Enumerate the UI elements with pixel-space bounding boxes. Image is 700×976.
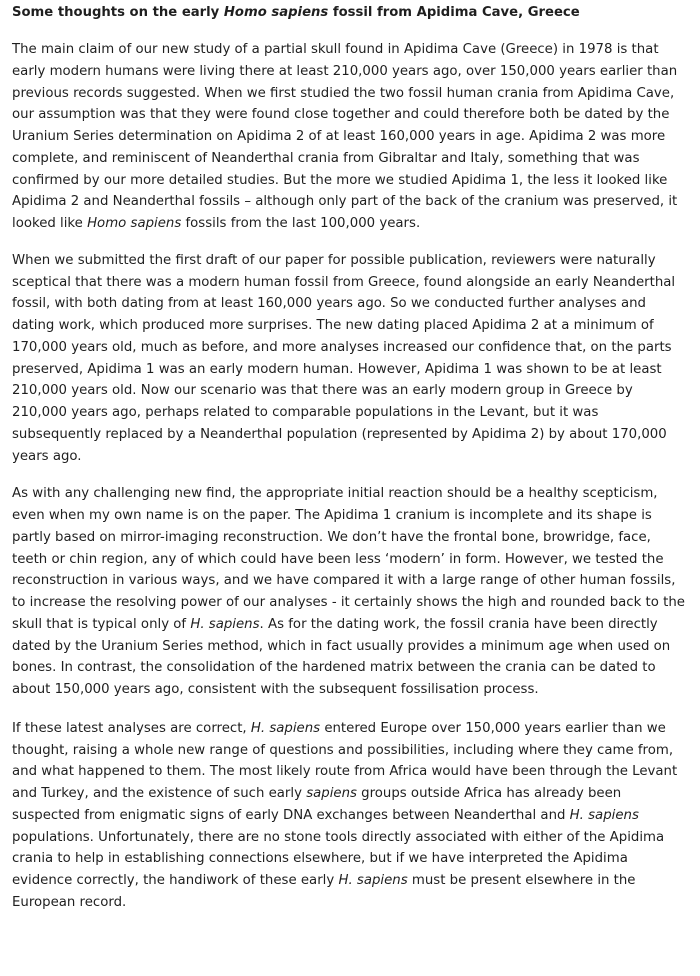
text-segment: European record. [12,894,127,910]
text-segment: 210,000 years old. Now our scenario was that there was an early modern group in Greece by [12,383,633,399]
text-segment: about 150,000 years ago, consistent with the subsequent fossilisation process. [12,682,539,697]
text-segment: Apidima 2 and Neanderthal fossils – although only part of the back of the cranium was preserved, it [12,194,678,210]
text-line [12,359,694,381]
text-segment: confirmed by our more detailed studies. But the more we studied Apidima 1, the less it looked like [12,172,668,188]
paragraph-2 [12,250,694,468]
italic-term: H. sapiens [250,720,321,736]
title-text-start: Some thoughts on the early [12,5,224,20]
text-line [12,592,694,614]
title-text-end: fossil from Apidima Cave, Greece [328,5,580,20]
text-segment: years ago. [12,448,82,464]
text-segment: and what happened to them. The most likely route from Africa would have been through the Levant [12,764,678,780]
text-line [12,718,694,740]
text-line [12,315,694,337]
text-line [12,380,694,402]
text-line [12,549,694,571]
text-segment: thought, raising a whole new range of questions and possibilities, including where they came from, [12,742,674,758]
text-line [12,213,694,235]
text-line [12,483,694,505]
text-segment: entered Europe over 150,000 years earlier than we [320,720,666,736]
paragraph-3 [12,483,694,701]
paragraph-1 [12,39,694,235]
text-line [12,892,694,914]
text-line [12,805,694,827]
text-line [12,848,694,870]
text-segment: 210,000 years ago, perhaps related to comparable populations in the Levant, but it was [12,405,599,420]
text-segment: As with any challenging new find, the appropriate initial reaction should be a healthy scepticism, [12,486,658,502]
text-segment: groups outside Africa has already been [356,786,622,801]
text-line [12,783,694,805]
text-segment: crania to help in establishing connections elsewhere, but if we have interpreted the Apidima [12,851,628,867]
text-segment: populations. Unfortunately, there are no stone tools directly associated with either of the Apidima [12,829,665,845]
text-segment: sceptical that there was a modern human fossil from Greece, found alongside an early Neanderthal [12,274,676,290]
text-line [12,614,694,636]
text-line [12,83,694,105]
italic-term: sapiens [306,786,357,801]
text-segment: previous records suggested. When we first studied the two fossil human crania from Apidima Cave, [12,85,675,101]
text-line [12,39,694,61]
article [12,0,694,914]
text-line [12,424,694,446]
text-segment: preserved, Apidima 1 was an early modern human. However, Apidima 1 was shown to be at least [12,361,662,377]
text-line [12,191,694,213]
italic-term: Homo sapiens [87,216,182,231]
text-segment: complete, and reminiscent of Neanderthal crania from Gibraltar and Italy, something that was [12,150,640,166]
text-line [12,61,694,83]
text-line [12,148,694,170]
text-segment: The main claim of our new study of a partial skull found in Apidima Cave (Greece) in 1978 is that [12,42,659,57]
text-line [12,870,694,892]
text-segment: evidence correctly, the handiwork of these early [12,873,339,888]
text-line [12,570,694,592]
text-segment: even when my own name is on the paper. The Apidima 1 cranium is incomplete and its shape is [12,508,652,523]
text-segment: suspected from enigmatic signs of early DNA exchanges between Neanderthal and [12,807,570,823]
text-segment: to increase the resolving power of our analyses - it certainly shows the high and rounded back to the [12,595,685,610]
text-segment: If these latest analyses are correct, [12,720,251,736]
text-segment: Uranium Series determination on Apidima 2 of at least 160,000 years in age. Apidima 2 was more [12,129,666,144]
text-segment: must be present elsewhere in the [407,873,636,888]
text-line [12,446,694,468]
text-segment: dated by the Uranium Series method, which in fact usually provides a minimum age when used on [12,638,671,654]
text-line [12,761,694,783]
text-segment: partly based on mirror-imaging reconstruction. We don’t have the frontal bone, browridge, face, [12,529,651,545]
text-line [12,657,694,679]
text-line [12,636,694,658]
text-segment: our assumption was that they were found close together and could therefore both be dated by the [12,107,670,123]
text-line [12,402,694,424]
text-line [12,740,694,762]
text-segment: skull that is typical only of [12,616,191,632]
text-line [12,337,694,359]
title-species-name: Homo sapiens [223,5,329,20]
text-segment: looked like [12,216,88,231]
text-segment: fossils from the last 100,000 years. [181,216,421,231]
article-title [12,0,694,24]
text-line [12,104,694,126]
text-segment: subsequently replaced by a Neanderthal population (represented by Apidima 2) by about 170,000 [12,426,667,442]
italic-term: H. sapiens [569,807,639,823]
text-segment: fossil, with both dating from at least 160,000 years ago. So we conducted further analyses and [12,296,646,312]
text-line [12,679,694,701]
text-line [12,827,694,849]
text-segment: . As for the dating work, the fossil crania have been directly [259,616,658,632]
text-line [12,170,694,192]
text-segment: and Turkey, and the existence of such early [12,786,307,801]
text-segment: 170,000 years old, much as before, and more analyses increased our confidence that, on the parts [12,339,672,355]
text-segment: dating work, which produced more surprises. The new dating placed Apidima 2 at a minimum of [12,318,654,333]
text-segment: reconstruction in various ways, and we have compared it with a large range of other human fossils, [12,573,676,589]
text-segment: teeth or chin region, any of which could have been less ‘modern’ in form. However, we tested the [12,551,664,567]
italic-term: H. sapiens [190,616,260,632]
text-segment: early modern humans were living there at least 210,000 years ago, over 150,000 years earlier than [12,63,678,79]
text-line [12,250,694,272]
text-line [12,505,694,527]
text-segment: bones. In contrast, the consolidation of the hardened matrix between the crania can be dated to [12,660,656,676]
text-line [12,527,694,549]
paragraph-4 [12,718,694,914]
text-segment: When we submitted the first draft of our paper for possible publication, reviewers were naturally [12,252,656,268]
text-line [12,272,694,294]
text-line [12,126,694,148]
text-line [12,293,694,315]
italic-term: H. sapiens [338,873,408,888]
